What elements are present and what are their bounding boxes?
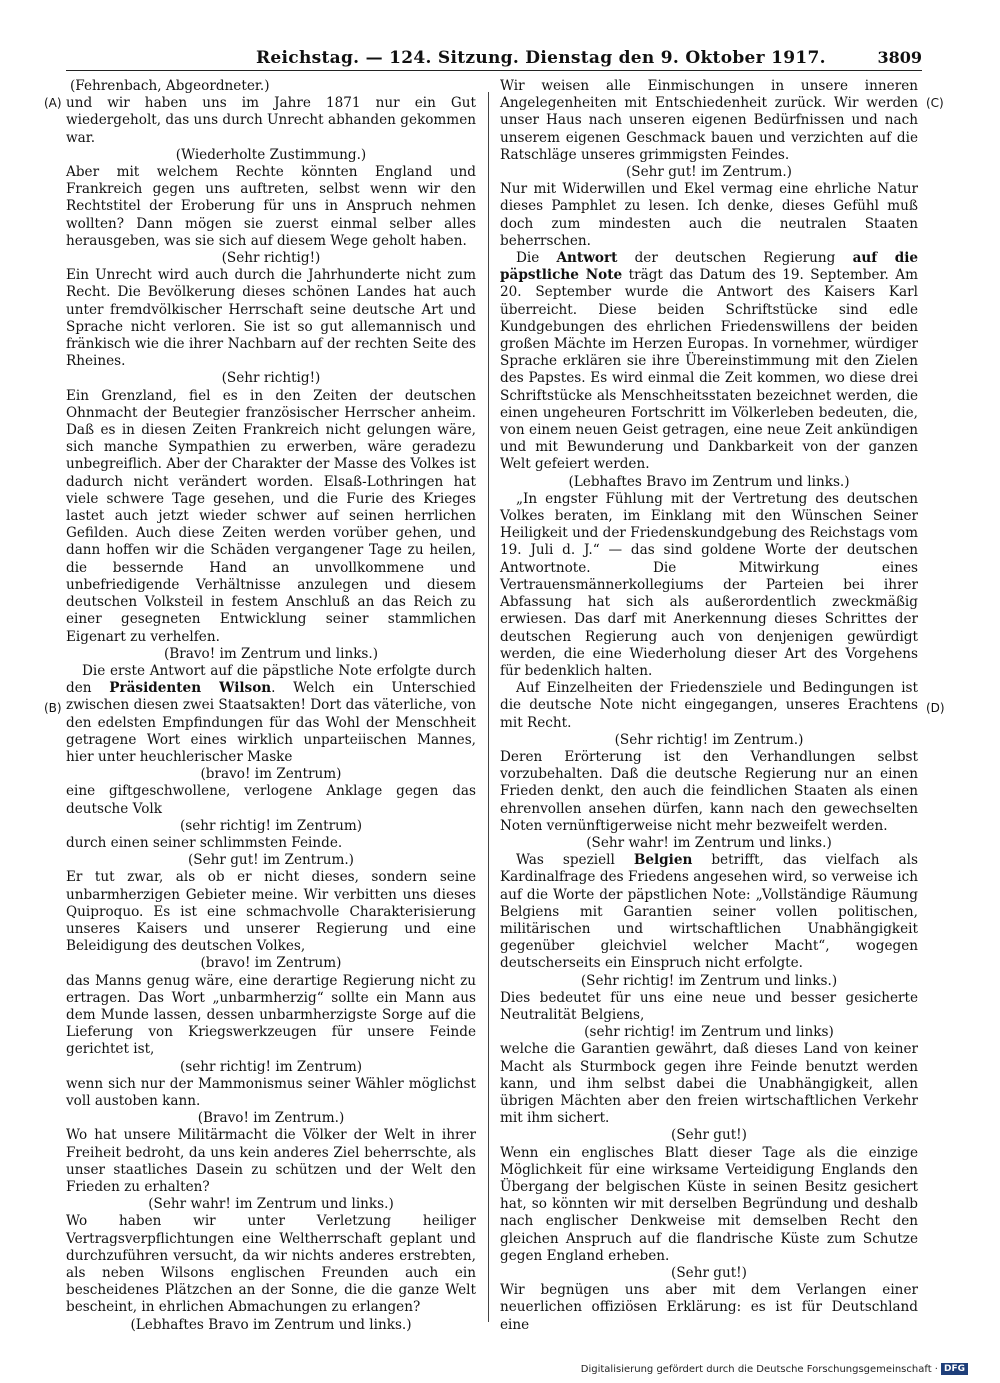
highlight-antwort: Antwort [556,250,618,267]
paragraph: und wir haben uns im Jahre 1871 nur ein Gut wiedergeholt, das uns durch Unrecht abhanden gekommen war. [66,95,476,146]
interjection: (bravo! im Zentrum) [200,955,342,972]
interjection: (Sehr richtig! im Zentrum und links.) [580,972,838,989]
paragraph: Ein Grenzland, fiel es in den Zeiten der deutschen Ohnmacht der Beutegier französischer Herrscher anheim. Daß es in diesen Zeiten Frankreich nicht gelungen wäre, sich manche Sympathien zu erwerben, wäre geradezu unbegreiflich. Aber der Charakter der Masse des Volkes ist dadurch nicht verändert worden. Elsaß-Lothringen hat viele schwere Tage gesehen, und die Furie des Krieges lastet auch jetzt wieder schwer auf seinen herrlichen Gefilden. Auch diese Zeiten werden vorüber gehen, und dann hoffen wir die Schäden vergangener Tage zu heilen, die bessernde Hand an unvollkommene und unbefriedigende Verhältnisse anzulegen und diesem deutschen Volksteil in festem Anschluß an das Reich zu einer gesegneten Entwicklung seiner stammlichen Eigenart zu verhelfen. [66,387,476,645]
paragraph [500,852,918,972]
interjection: (sehr richtig! im Zentrum) [179,817,363,834]
paragraph: Ein Unrecht wird auch durch die Jahrhunderte nicht zum Recht. Die Bevölkerung dieses schönen Landes hat auch unter fremdvölkischer Herrschaft seine deutsche Art und Sprache nicht verloren. Sie ist so gut allemannisch und fränkisch wie die ihrer Nachbarn auf der rechten Seite des Rheines. [66,267,476,370]
text-run: trägt das Datum des 19. September. Am 20. September wurde die Antwort des Kaisers Karl überreicht. Diese beiden Schriftstücke sind edle Kundgebungen des ehrlichen Friedenswillens der beiden großen Mächte im Herzen Europas. In vornehmer, würdiger Sprache erklären sie ihre Übereinstimmung mit den Zielen des Papstes. Es wird einmal die Zeit kommen, wo diese drei Schriftstücke als Menschheitsstaten bezeichnet werden, die einen ungeheuren Fortschritt im Völkerleben bedeuten, die, von einem neuen Geist getragen, eine neue Zeit ankündigen und mit Bewunderung und Dankbarkeit von der ganzen Welt gefeiert werden. [500,267,918,473]
interjection: (Bravo! im Zentrum.) [197,1110,345,1127]
interjection: (Wiederholte Zustimmung.) [175,146,367,163]
interjection: (Sehr gut! im Zentrum.) [626,164,792,181]
paragraph: Deren Erörterung ist den Verhandlungen selbst vorzubehalten. Daß die deutsche Regierung nur an einen Frieden denkt, den auch die feindlichen Staaten als einen ehrenvollen ansehen dürfen, kann nach den gewechselten Noten vernünftigerweise nicht mehr bezweifelt werden. [500,748,918,834]
left-column [66,78,476,1334]
interjection: (Sehr wahr! im Zentrum und links.) [148,1196,394,1213]
interjection: (Sehr wahr! im Zentrum und links.) [586,834,832,851]
highlight-belgien: Belgien [633,852,693,869]
paragraph: welche die Garantien gewährt, daß dieses Land von keiner Macht als Sturmbock gegen ihre Feinde benutzt werden kann, und ihm selbst dabei die Unabhängigkeit, allen übrigen Mächten aber den freien wirtschaftlichen Verkehr mit ihm sichert. [500,1041,918,1127]
paragraph: Nur mit Widerwillen und Ekel vermag eine ehrliche Natur dieses Pamphlet zu lesen. Ich denke, dieses Gefühl muß doch zum mindesten auch die neutralen Staaten beherrschen. [500,181,918,249]
digitization-credit [581,1363,968,1375]
page-number: 3809 [877,48,922,67]
interjection: (Sehr richtig!) [221,250,321,267]
paragraph: Wir begnügen uns aber mit dem Verlangen einer neuerlichen offiziösen Erklärung: es ist für Deutschland eine [500,1282,918,1333]
highlight-papal-note: auf die päpstliche Note [500,250,919,284]
interjection: (Sehr richtig!) [221,370,321,387]
paragraph: Aber mit welchem Rechte könnten England und Frankreich gegen uns auftreten, selbst wenn wir den Rechtstitel der Eroberung für uns in Anspruch nehmen wollten? Dann mögen sie zuerst einmal selber alles herausgeben, was sie sich auf diesem Wege geholt haben. [66,164,476,249]
text-run: Was speziell [516,852,615,869]
speaker-label: (Fehrenbach, Abgeordneter.) [70,78,270,94]
text-run: Die [516,250,540,267]
dfg-logo: DFG [941,1363,968,1375]
page-header [66,46,922,71]
highlight-wilson: Präsidenten Wilson [109,680,272,697]
margin-marker-c: (C) [926,96,944,110]
paragraph: das Manns genug wäre, eine derartige Regierung nicht zu ertragen. Das Wort „unbarmherzig“ sollte ein Mann aus dem Munde lassen, dessen unbarmherzigste Sorge auf die Lieferung von Kriegswerkzeugen für unsere Feinde gerichtet ist, [66,972,476,1058]
text-run: . Welch ein Unterschied zwischen diesen zwei Staatsakten! Dort das väterliche, von den edelsten Empfindungen für das Wohl der Menschheit getragene Wort eines wirklich unparteiischen Mannes, hier unter heuchlerischer Maske [66,680,476,765]
interjection: (Sehr gut!) [671,1265,747,1282]
interjection: (Lebhaftes Bravo im Zentrum und links.) [130,1316,412,1333]
text-run: Die erste Antwort auf die päpstliche Note erfolgte durch den [66,662,476,697]
margin-marker-b: (B) [44,701,62,715]
paragraph: Wenn ein englisches Blatt dieser Tage als die einzige Möglichkeit für eine wirksame Verteidigung Englands den Übergang der belgischen Küste in seinen Besitz gesichert hat, so könnten wir mit derselben Begründung und deshalb nach englischer Denkweise mit demselben Recht den gleichen Anspruch auf die flandrische Küste zum Schutze gegen England erheben. [500,1144,918,1264]
paragraph: Er tut zwar, als ob er nicht dieses, sondern seine unbarmherzigen Gebieter meine. Wir verbitten uns dieses Quiproquo. Es ist eine schmachvolle Charakterisierung unseres Kaisers und unserer Regierung und eine Beleidigung des deutschen Volkes, [66,869,476,955]
paragraph [66,663,476,766]
paragraph: Dies bedeutet für uns eine neue und besser gesicherte Neutralität Belgiens, [500,989,918,1023]
margin-marker-a: (A) [44,96,62,110]
footer-text: Digitalisierung gefördert durch die Deutsche Forschungsgemeinschaft · [580,1364,938,1375]
paragraph: durch einen seiner schlimmsten Feinde. [66,834,343,851]
paragraph: eine giftgeschwollene, verlogene Anklage gegen das deutsche Volk [66,783,476,817]
column-divider [488,92,489,1322]
paragraph: Wir weisen alle Einmischungen in unsere inneren Angelegenheiten mit Entschiedenheit zurück. Wir werden unser Haus nach unseren eigenen Bedürfnissen und nach unserem eigenen Geschmack bauen und verzichten auf die Ratschläge unseres grimmigsten Feindes. [500,78,918,163]
right-column [500,78,918,1334]
paragraph [500,250,918,474]
header-title: Reichstag. — 124. Sitzung. Dienstag den 9. Oktober 1917. [256,48,826,68]
paragraph: „In engster Fühlung mit der Vertretung des deutschen Volkes beraten, im Einklang mit den Wünschen Seiner Heiligkeit und der Friedenskundgebung des Reichstags vom 19. Juli d. J.“ — das sind goldene Worte der deutschen Antwortnote. Die Mitwirkung eines Vertrauensmännerkollegiums der Parteien bei ihrer Abfassung hat sich als außerordentlich zweckmäßig erwiesen. Das darf mit Anerkennung dieses Schrittes der deutschen Regierung auch von denjenigen gewürdigt werden, die eine Wiederholung dieser Art des Vorgehens für bedenklich halten. [500,490,918,679]
paragraph: wenn sich nur der Mammonismus seiner Wähler möglichst voll austoben kann. [66,1075,476,1109]
paragraph: Wo haben wir unter Verletzung heiliger Vertragsverpflichtungen eine Weltherrschaft geplant und durchzuführen versucht, da wir nichts anderes erstrebten, als neben Wilsons englischen Freunden auch ein bescheidenes Plätzchen an der Sonne, die die ganze Welt bescheint, in ehrlichen Abmachungen zu erlangen? [66,1213,476,1316]
paragraph: Wo hat unsere Militärmacht die Völker der Welt in ihrer Freiheit bedroht, da uns kein anderes Ziel beherrschte, als unser staatliches Dasein zu schützen und der Welt den Frieden zu erhalten? [66,1127,476,1195]
interjection: (Bravo! im Zentrum und links.) [163,645,379,662]
interjection: (Sehr gut!) [671,1127,747,1144]
interjection: (sehr richtig! im Zentrum) [179,1058,363,1075]
interjection: (Sehr gut! im Zentrum.) [188,852,354,869]
margin-marker-d: (D) [926,701,945,715]
interjection: (Sehr richtig! im Zentrum.) [614,731,804,748]
paragraph: Auf Einzelheiten der Friedensziele und Bedingungen ist die deutsche Note nicht eingegangen, unseres Erachtens mit Recht. [500,680,918,731]
text-run: betrifft, das vielfach als Kardinalfrage des Friedens angesehen wird, so verweise ich auf die Worte der päpstlichen Note: „Vollständige Räumung Belgiens mit Garantien seiner vollen politischen, militärischen und wirtschaftlichen Unabhängigkeit gegenüber gleichviel welcher Macht“, wogegen deutscherseits ein Einspruch nicht erfolgte. [500,852,918,972]
interjection: (bravo! im Zentrum) [200,766,342,783]
text-run: der deutschen Regierung [634,250,836,267]
interjection: (sehr richtig! im Zentrum und links) [584,1024,834,1041]
interjection: (Lebhaftes Bravo im Zentrum und links.) [568,473,850,490]
